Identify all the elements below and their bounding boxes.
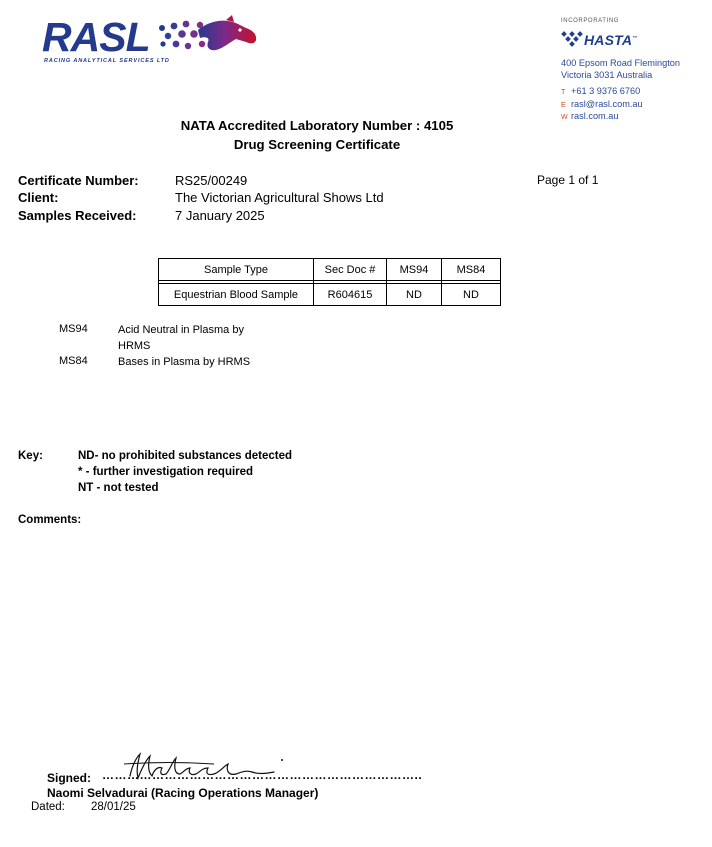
email-key: E (561, 101, 566, 109)
key-label: Key: (18, 450, 43, 462)
rasl-tagline: RACING ANALYTICAL SERVICES LTD (44, 58, 170, 64)
page-number: Page 1 of 1 (537, 173, 599, 187)
samples-received-date: 7 January 2025 (175, 208, 265, 223)
table-cell: R604615 (314, 284, 387, 306)
phone-number: +61 3 9376 6760 (571, 86, 641, 96)
rasl-wordmark: RASL (42, 14, 150, 60)
signed-date: 28/01/25 (91, 801, 136, 813)
web-key: W (561, 114, 568, 121)
lab-accreditation-title: NATA Accredited Laboratory Number : 4105 (180, 118, 454, 133)
results-table (158, 258, 501, 306)
hasta-diamond-icon (561, 30, 583, 50)
handwritten-signature (124, 750, 294, 784)
column-header: Sec Doc # (314, 259, 387, 281)
address-line-1: 400 Epsom Road Flemington (561, 58, 680, 68)
certificate-title: Drug Screening Certificate (233, 137, 401, 152)
certificate-number-label: Certificate Number: (18, 173, 139, 188)
comments-label: Comments: (18, 514, 82, 526)
signed-label: Signed: (47, 771, 91, 785)
table-cell: Equestrian Blood Sample (159, 284, 314, 306)
table-cell: ND (387, 284, 442, 306)
email-address: rasl@rasl.com.au (571, 98, 643, 109)
signer-name: Naomi Selvadurai (Racing Operations Manager) (47, 786, 319, 800)
column-header: MS94 (387, 259, 442, 281)
method-code: MS94 (59, 323, 88, 335)
address (561, 58, 680, 81)
phone-key: T (561, 89, 566, 96)
column-header: MS84 (442, 259, 501, 281)
address-line-2: Victoria 3031 Australia (561, 69, 653, 80)
rasl-logo (42, 14, 262, 70)
website: rasl.com.au (571, 111, 619, 121)
method-description: Acid Neutral in Plasma by HRMS (118, 324, 244, 352)
signature-line: ………………………………………………………………….. (102, 768, 423, 782)
dated-label: Dated: (31, 801, 65, 813)
client-name: The Victorian Agricultural Shows Ltd (175, 190, 384, 205)
samples-received-label: Samples Received: (18, 208, 137, 223)
certificate-number: RS25/00249 (175, 173, 248, 188)
horse-head-icon (154, 14, 258, 58)
key-line: * - further investigation required (78, 466, 254, 478)
incorporating-label: INCORPORATING (561, 18, 620, 24)
client-label: Client: (18, 190, 59, 205)
table-cell: ND (442, 284, 501, 306)
column-header: Sample Type (159, 259, 314, 281)
hasta-wordmark: HASTA (584, 32, 633, 48)
key-line: ND- no prohibited substances detected (78, 450, 293, 462)
table-header-row (159, 259, 501, 281)
key-line: NT - not tested (78, 482, 159, 494)
method-code: MS84 (59, 355, 88, 367)
trademark-symbol: ™ (632, 35, 638, 42)
method-description: Bases in Plasma by HRMS (118, 356, 251, 368)
table-row (159, 284, 501, 306)
